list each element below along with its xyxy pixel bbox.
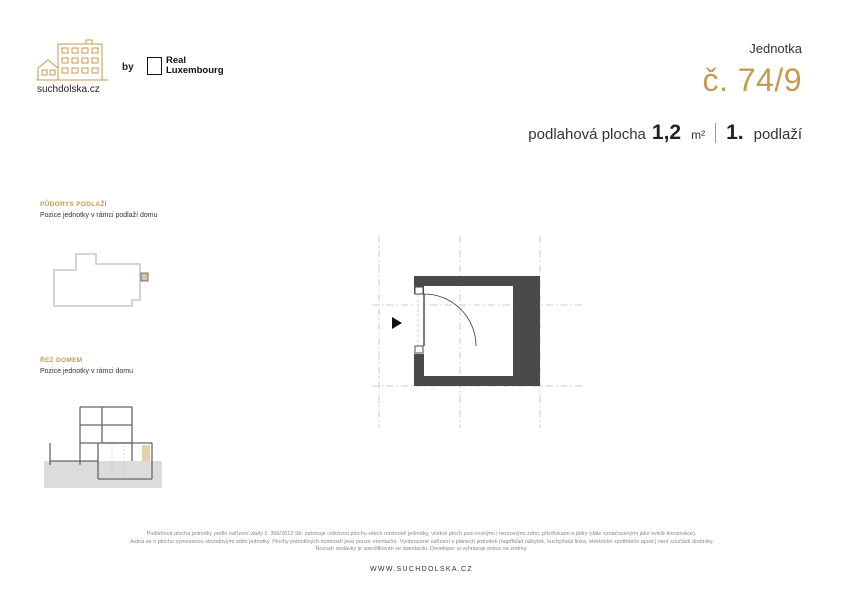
logo[interactable] <box>36 38 116 96</box>
area-row <box>528 121 802 145</box>
unit-walls <box>414 276 540 386</box>
cross-section-diagram <box>42 403 164 489</box>
floorplan-subtitle: Pozice jednotky v rámci podlaží domu <box>40 212 158 219</box>
partner-square-icon <box>147 57 162 75</box>
unit-label: Jednotka <box>749 41 802 56</box>
floor-outline-diagram <box>48 248 158 312</box>
entrance-arrow-icon <box>392 317 402 329</box>
area-value: 1,2 <box>651 121 682 144</box>
area-label: podlahová plocha <box>528 126 646 143</box>
website-link[interactable]: WWW.SUCHDOLSKA.CZ <box>370 566 473 573</box>
floor-label: podlaží <box>753 126 802 143</box>
unit-number: č. 74/9 <box>702 62 802 98</box>
floor-value: 1. <box>726 121 744 144</box>
footnote-line3: Rozsah dodávky je specifikován ve standardu. Developer si vyhrazuje právo na změny. <box>315 546 528 553</box>
cross-section-title: ŘEZ DOMEM <box>40 357 83 364</box>
footnote-line1: Podlahová plocha jednotky podle nařízení vlády č. 366/2013 Sb. zahrnuje celkovou plochu všech místností jednotky, včetně ploch pod nosnými i nenosnými zdmi, přizdívkami a jádry (dále označovanými jako svislé konstrukce). <box>146 531 697 537</box>
partner-logo[interactable] <box>147 56 224 76</box>
house-logo-icon <box>36 38 108 84</box>
floorplan-title: PŮDORYS PODLAŽÍ <box>40 201 107 208</box>
cross-section-subtitle: Pozice jednotky v rámci domu <box>40 368 133 375</box>
partner-line1: Real <box>166 55 187 66</box>
footnote-line2: Jedná se o plochu vymezenou obvodovými zdmi jednotky. Plochy jednotlivých místností jsou pouze orientační. Vyobrazené zařízení v plánech jednotek (například nábytek, kuchyňská linka, elektrické spotřebiče apod.) není součástí dodávky. <box>129 538 714 545</box>
by-label: by <box>122 62 134 73</box>
footnote <box>20 531 823 554</box>
divider <box>715 123 716 143</box>
area-unit: m² <box>691 128 706 142</box>
unit-floorplan <box>368 232 588 432</box>
partner-line2: Luxembourg <box>166 65 224 76</box>
site-name: suchdolska.cz <box>37 84 100 95</box>
